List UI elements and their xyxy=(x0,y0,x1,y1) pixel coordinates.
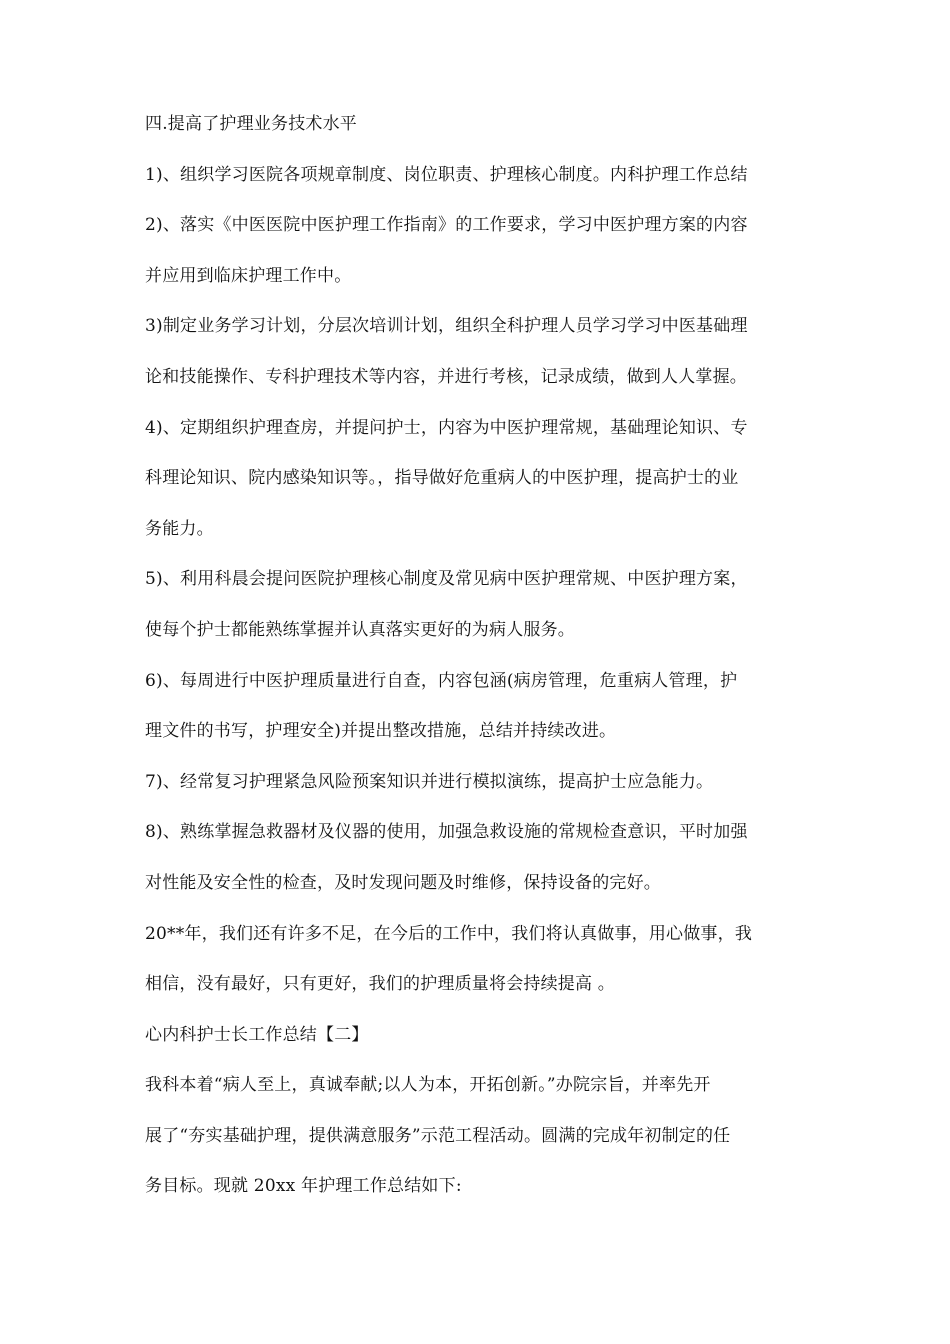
paragraph-line: 务能力。 xyxy=(145,518,214,539)
paragraph-line: 8)、熟练掌握急救器材及仪器的使用，加强急救设施的常规检查意识，平时加强 xyxy=(145,822,748,843)
paragraph-line: 对性能及安全性的检查，及时发现问题及时维修，保持设备的完好。 xyxy=(145,872,661,893)
paragraph-line: 理文件的书写，护理安全)并提出整改措施，总结并持续改进。 xyxy=(145,721,617,742)
paragraph-line: 6)、每周进行中医护理质量进行自查，内容包涵(病房管理，危重病人管理，护 xyxy=(145,670,738,691)
section-heading: 心内科护士长工作总结【二】 xyxy=(145,1024,369,1045)
paragraph-line: 相信，没有最好，只有更好，我们的护理质量将会持续提高 。 xyxy=(145,974,616,995)
paragraph-line: 4)、定期组织护理查房，并提问护士，内容为中医护理常规，基础理论知识、专 xyxy=(145,417,748,438)
paragraph-line: 使每个护士都能熟练掌握并认真落实更好的为病人服务。 xyxy=(145,619,575,640)
paragraph-line: 论和技能操作、专科护理技术等内容，并进行考核，记录成绩，做到人人掌握。 xyxy=(145,366,747,387)
paragraph-line: 2)、落实《中医医院中医护理工作指南》的工作要求，学习中医护理方案的内容 xyxy=(145,215,748,236)
paragraph-line: 并应用到临床护理工作中。 xyxy=(145,265,352,286)
paragraph-line: 务目标。现就 20xx 年护理工作总结如下: xyxy=(145,1176,462,1197)
paragraph-line: 我科本着“病人至上，真诚奉献;以人为本，开拓创新。”办院宗旨，并率先开 xyxy=(145,1075,711,1096)
paragraph-line: 3)制定业务学习计划，分层次培训计划，组织全科护理人员学习学习中医基础理 xyxy=(145,316,748,337)
document-body xyxy=(145,106,825,1219)
paragraph-line: 7)、经常复习护理紧急风险预案知识并进行模拟演练，提高护士应急能力。 xyxy=(145,771,714,792)
paragraph-line: 1)、组织学习医院各项规章制度、岗位职责、护理核心制度。内科护理工作总结 xyxy=(145,164,748,185)
paragraph-line: 展了“夯实基础护理，提供满意服务”示范工程活动。圆满的完成年初制定的任 xyxy=(145,1125,731,1146)
paragraph-line: 20**年，我们还有许多不足，在今后的工作中，我们将认真做事，用心做事，我 xyxy=(145,923,753,944)
paragraph-line: 科理论知识、院内感染知识等。，指导做好危重病人的中医护理，提高护士的业 xyxy=(145,468,739,489)
section-heading: 四.提高了护理业务技术水平 xyxy=(145,114,358,134)
paragraph-line: 5)、利用科晨会提问医院护理核心制度及常见病中医护理常规、中医护理方案， xyxy=(145,569,748,590)
